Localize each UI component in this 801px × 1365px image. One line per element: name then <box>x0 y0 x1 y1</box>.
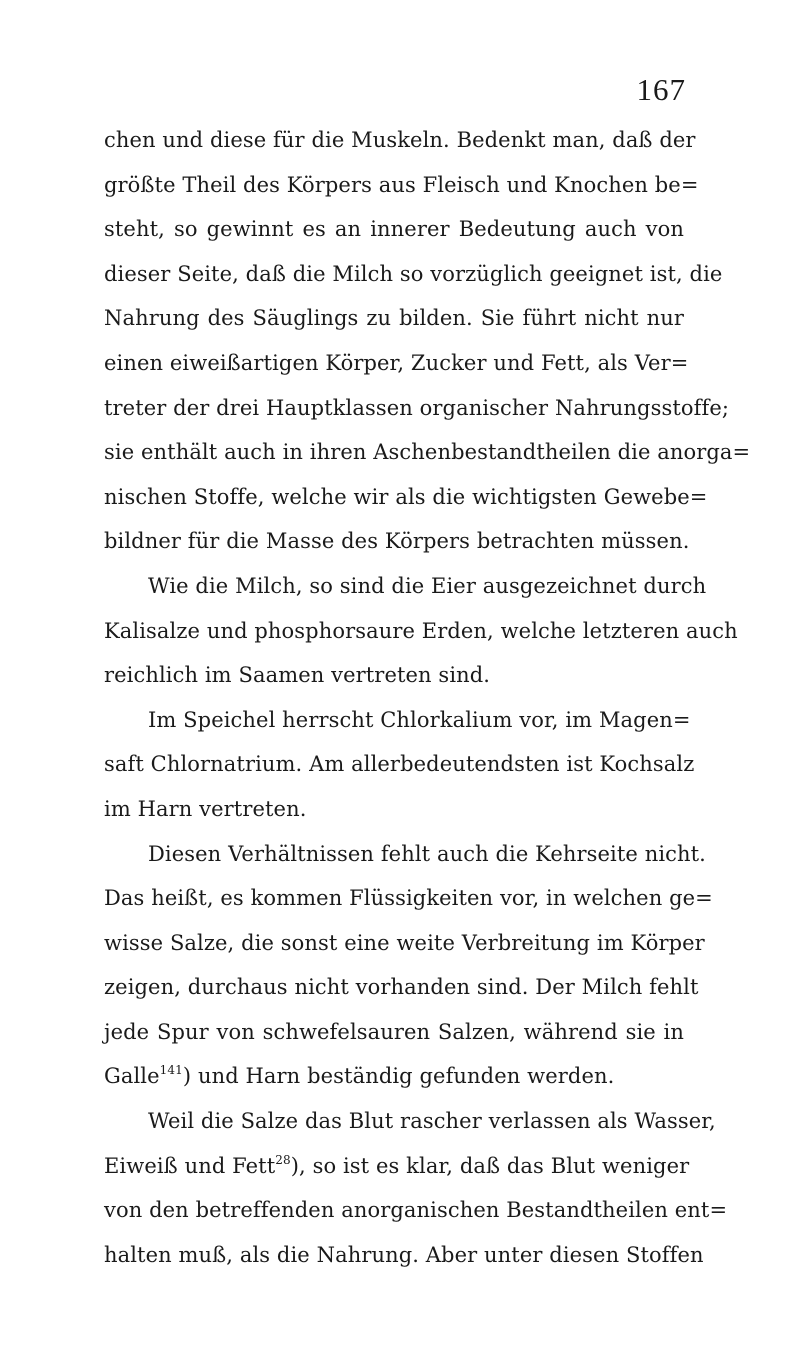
text-line <box>104 876 713 921</box>
text-line <box>104 341 689 386</box>
line-text: zeigen, durchaus nicht vorhanden sind. Der Milch fehlt <box>104 975 699 1000</box>
line-text: saft Chlornatrium. Am allerbedeutendsten ist Kochsalz <box>104 752 695 777</box>
line-text: bildner für die Masse des Körpers betrachten müssen. <box>104 529 690 554</box>
line-text: Im Speichel herrscht Chlorkalium vor, im Magen= <box>148 707 691 732</box>
text-line <box>104 118 696 163</box>
text-line <box>104 965 699 1010</box>
text-line <box>104 1099 716 1144</box>
line-text: wisse Salze, die sonst eine weite Verbreitung im Körper <box>104 930 705 955</box>
line-text: Wie die Milch, so sind die Eier ausgezeichnet durch <box>148 573 707 598</box>
text-line <box>104 475 708 520</box>
text-line <box>104 1188 728 1233</box>
line-text: treter der drei Hauptklassen organischer Nahrungsstoffe; <box>104 395 730 420</box>
text-line <box>104 1010 684 1055</box>
text-line <box>104 1054 684 1099</box>
text-line <box>104 1233 704 1278</box>
line-text: jede Spur von schwefelsauren Salzen, während sie in <box>104 1019 684 1044</box>
line-text: Galle <box>104 1064 160 1089</box>
line-text: nischen Stoffe, welche wir als die wichtigsten Gewebe= <box>104 484 708 509</box>
text-line <box>104 653 684 698</box>
line-text: steht, so gewinnt es an innerer Bedeutung auch von <box>104 217 684 242</box>
line-text: größte Theil des Körpers aus Fleisch und Knochen be= <box>104 172 699 197</box>
line-text: reichlich im Saamen vertreten sind. <box>104 663 491 688</box>
text-line <box>104 386 730 431</box>
line-text: Nahrung des Säuglings zu bilden. Sie führt nicht nur <box>104 306 684 331</box>
line-text-continued: ) und Harn beständig gefunden werden. <box>182 1064 615 1089</box>
footnote-reference: 28 <box>275 1152 291 1167</box>
line-text: Eiweiß und Fett <box>104 1153 276 1178</box>
line-text: Das heißt, es kommen Flüssigkeiten vor, in welchen ge= <box>104 886 713 911</box>
line-text: sie enthält auch in ihren Aschenbestandtheilen die anorga= <box>104 440 751 465</box>
body-text <box>104 118 751 1277</box>
text-line <box>104 787 684 832</box>
text-line <box>104 921 705 966</box>
line-text-continued: ), so ist es klar, daß das Blut weniger <box>290 1153 690 1178</box>
line-text: von den betreffenden anorganischen Bestandtheilen ent= <box>104 1198 728 1223</box>
text-line <box>104 698 691 743</box>
line-text: Weil die Salze das Blut rascher verlassen als Wasser, <box>148 1109 716 1134</box>
text-line <box>104 296 684 341</box>
footnote-reference: 141 <box>159 1063 183 1078</box>
text-line <box>104 1144 690 1189</box>
text-line <box>104 430 751 475</box>
text-line <box>104 609 738 654</box>
text-line <box>104 742 695 787</box>
line-text: Diesen Verhältnissen fehlt auch die Kehrseite nicht. <box>148 841 706 866</box>
text-line <box>104 207 684 252</box>
line-text: chen und diese für die Muskeln. Bedenkt man, daß der <box>104 128 696 152</box>
line-text: halten muß, als die Nahrung. Aber unter diesen Stoffen <box>104 1242 704 1267</box>
line-text: im Harn vertreten. <box>104 796 307 821</box>
text-line <box>104 832 706 877</box>
text-line <box>104 519 690 564</box>
text-line <box>104 252 723 297</box>
text-line <box>104 163 699 208</box>
text-line <box>104 564 707 609</box>
page-number: 167 <box>636 72 686 107</box>
line-text: einen eiweißartigen Körper, Zucker und Fett, als Ver= <box>104 350 689 375</box>
line-text: Kalisalze und phosphorsaure Erden, welche letzteren auch <box>104 618 738 643</box>
line-text: dieser Seite, daß die Milch so vorzüglich geeignet ist, die <box>104 261 723 286</box>
